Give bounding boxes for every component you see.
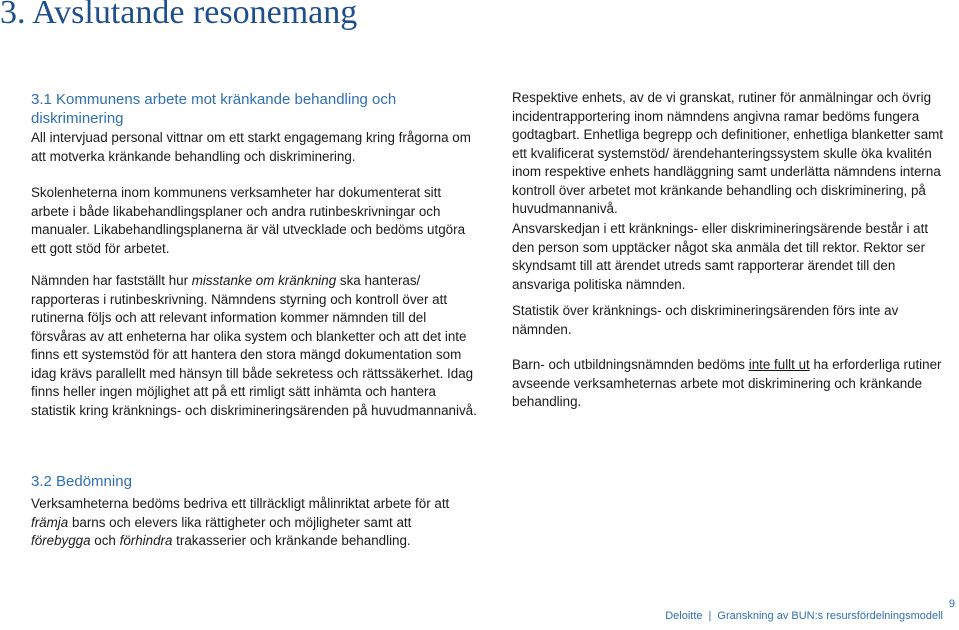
footer-company: Deloitte <box>665 610 703 622</box>
footer-separator: | <box>708 610 712 622</box>
section-heading-3-2: 3.2 Bedömning <box>31 473 132 490</box>
assessment-text-1: Verksamheterna bedöms bedriva ett tillräckligt målinriktat arbete för att <box>31 496 450 511</box>
page-number: 9 <box>948 598 955 610</box>
paragraph-routines-pre: Nämnden har fastställt hur <box>31 273 192 288</box>
paragraph-documentation-b: Likabehandlingsplanerna är väl utvecklade och bedöms utgöra ett gott stöd för arbetet. <box>31 222 466 256</box>
paragraph-engagement: All intervjuad personal vittnar om ett starkt engagemang kring frågorna om att motverka kränkande behandling och diskriminering. <box>31 130 471 164</box>
paragraph-board-assessment-pre: Barn- och utbildningsnämnden bedöms <box>512 357 749 372</box>
paragraph-board-assessment-post: ha erforderliga rutiner avseende verksamheternas arbete mot diskriminering och kränkande behandling. <box>512 357 942 409</box>
paragraph-routines-post: ska hanteras/ rapporteras i rutinbeskrivning. Nämndens styrning och kontroll över att rutinerna följs och att relevant information kommer nämnden till del försvåras av att enheterna har olika system och blanketter och att det inte finns ett systemstöd för att hantera den stora mängd dokumentation som idag krävs parallellt med hänsyn till både sekretess och rättssäkerhet. Idag finns heller ingen möjlighet att på ett rimligt sätt inhämta och hantera statistik kring kränknings- och diskrimineringsärenden på huvudmannanivå. <box>31 273 477 418</box>
footer-document-title: Granskning av BUN:s resursfördelningsmodell <box>717 610 943 622</box>
assessment-text-4: trakasserier och kränkande behandling. <box>172 533 411 548</box>
assessment-italic-prevent: förebygga <box>31 533 91 548</box>
footer <box>665 610 943 622</box>
paragraph-documentation-a: Skolenheterna inom kommunens verksamheter har dokumenterat sitt arbete i både likabehandlingsplaner och andra rutinbeskrivningar och manualer. <box>31 185 442 237</box>
paragraph-statistics: Statistik över kränknings- och diskrimineringsärenden förs inte av nämnden. <box>512 303 899 337</box>
assessment-text-2: barns och elevers lika rättigheter och möjligheter samt att <box>68 514 412 530</box>
section-heading-3-1: 3.1 Kommunens arbete mot kränkande behandling och diskriminering <box>31 91 397 127</box>
paragraph-responsibility-chain: Ansvarskedjan i ett kränknings- eller diskrimineringsärende består i att den person som upptäcker något ska anmäla det till rektor. Rektor ser skyndsamt till att ärendet utreds samt rapporterar ärendet till den ansvariga politiska nämnden. <box>512 221 929 292</box>
paragraph-incident-reporting: Respektive enhets, av de vi granskat, rutiner för anmälningar och övrig incidentrapportering inom nämndens angivna ramar bedöms fungera godtagbart. Enhetliga begrepp och definitioner, enhetliga blanketter samt ett kvalificerat systemstöd/ ärendehanteringssystem skulle öka kvalitén inom respektive enhets handläggning samt underlätta nämndens interna kontroll över arbetet mot kränkande behandling och diskriminering, på huvudmannanivå. <box>512 90 944 216</box>
paragraph-assessment <box>31 495 471 551</box>
paragraph-routines <box>31 272 481 420</box>
paragraph-board-assessment-underline: inte fullt ut <box>748 357 810 372</box>
paragraph-documentation <box>31 184 481 258</box>
assessment-italic-hinder: förhindra <box>119 533 173 548</box>
assessment-text-3: och <box>90 533 120 548</box>
paragraph-board-assessment <box>512 356 952 412</box>
page-title: 3. Avslutande resonemang <box>0 0 358 31</box>
assessment-italic-promote: främja <box>31 514 69 530</box>
paragraph-routines-italic: misstanke om kränkning <box>191 273 337 288</box>
